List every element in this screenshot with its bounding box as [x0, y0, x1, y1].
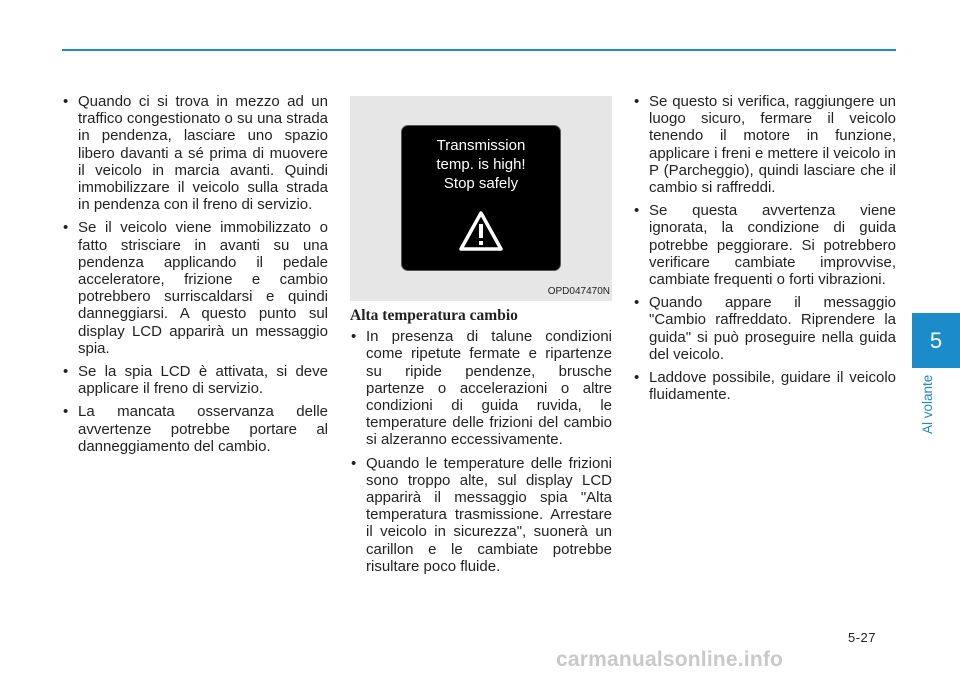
lcd-line-3: Stop safely	[443, 175, 519, 192]
list-item	[633, 202, 896, 288]
warning-triangle-icon	[458, 210, 504, 252]
bullet-text: Se questo si verifica, raggiungere un luogo sicuro, fermare il veicolo tenendo il motore in funzione, applicare i freni e mettere il veicolo in P (Parcheggio), quindi lasciare che il cambio si raffreddi.	[649, 93, 896, 197]
chapter-label	[920, 370, 942, 440]
bullet-dot: •	[351, 454, 357, 472]
bullet-text: Se questa avvertenza viene ignorata, la condizione di guida potrebbe peggiorare. Si potrebbero verificare cambiate improvvise, cambiate frequenti o forti vibrazioni.	[649, 202, 896, 289]
bullet-text: Laddove possibile, guidare il veicolo fluidamente.	[649, 369, 896, 404]
list-item	[62, 363, 328, 397]
list-item	[62, 219, 328, 357]
lcd-screen	[402, 126, 560, 270]
list-item	[62, 93, 328, 213]
bullet-text: Se la spia LCD è attivata, si deve applicare il freno di servizio.	[78, 363, 328, 398]
page-number: 5-27	[848, 630, 877, 645]
left-bullet-list	[62, 93, 328, 455]
lcd-message	[402, 136, 560, 193]
bullet-dot: •	[63, 403, 69, 421]
left-column	[62, 93, 328, 461]
bullet-dot: •	[634, 93, 640, 110]
bullet-dot: •	[634, 202, 640, 220]
list-item	[350, 455, 612, 575]
chapter-number-tab: 5	[912, 313, 960, 368]
bullet-dot: •	[634, 369, 640, 387]
bullet-dot: •	[351, 328, 357, 346]
top-rule	[62, 49, 896, 51]
bullet-text: Quando le temperature delle frizioni sono troppo alte, sul display LCD apparirà il messaggio spia "Alta temperatura trasmissione. Arrestare il veicolo in sicurezza", suonerà un carillon e le cambiate potrebbe risultare poco fluide.	[366, 454, 612, 575]
list-item	[62, 403, 328, 455]
bullet-dot: •	[63, 219, 69, 237]
middle-column	[350, 307, 612, 581]
lcd-line-1: Transmission	[436, 137, 526, 154]
bullet-text: Quando appare il messaggio "Cambio raffreddato. Riprendere la guida" si può proseguire nella guida del veicolo.	[649, 294, 896, 363]
list-item	[350, 328, 612, 448]
lcd-line-2: temp. is high!	[436, 156, 526, 173]
bullet-text: Quando ci si trova in mezzo ad un traffico congestionato o su una strada in pendenza, lasciare uno spazio libero davanti a sé prima di muovere il veicolo in marcia avanti. Quindi immobilizzare il veicolo sulla strada in pendenza con il freno di servizio.	[78, 93, 328, 214]
section-heading: Alta temperatura cambio	[350, 307, 518, 324]
list-item	[633, 93, 896, 196]
right-bullet-list	[633, 93, 896, 403]
lcd-warning-figure	[350, 96, 612, 301]
bullet-text: In presenza di talune condizioni come ripetute fermate e ripartenze su ripide pendenze, brusche partenze o accelerazioni o altre condizioni di guida ruvida, le temperature delle frizioni del cambio si alzeranno eccessivamente.	[366, 328, 612, 449]
list-item	[633, 369, 896, 403]
middle-bullet-list	[350, 328, 612, 575]
bullet-text: Se il veicolo viene immobilizzato o fatto strisciare in avanti su una pendenza applicando il pedale acceleratore, frizione e cambio potrebbero surriscaldarsi e quindi danneggiarsi. A questo punto sul display LCD apparirà un messaggio spia.	[78, 219, 328, 357]
bullet-dot: •	[634, 294, 640, 312]
bullet-text: La mancata osservanza delle avvertenze potrebbe portare al danneggiamento del cambio.	[78, 403, 328, 455]
chapter-label-text: Al volante	[920, 374, 935, 434]
list-item	[633, 294, 896, 363]
bullet-dot: •	[63, 363, 69, 381]
bullet-dot: •	[63, 93, 69, 110]
right-column	[633, 93, 896, 409]
figure-code: OPD047470N	[547, 286, 610, 297]
watermark: carmanualsonline.info	[556, 648, 784, 671]
